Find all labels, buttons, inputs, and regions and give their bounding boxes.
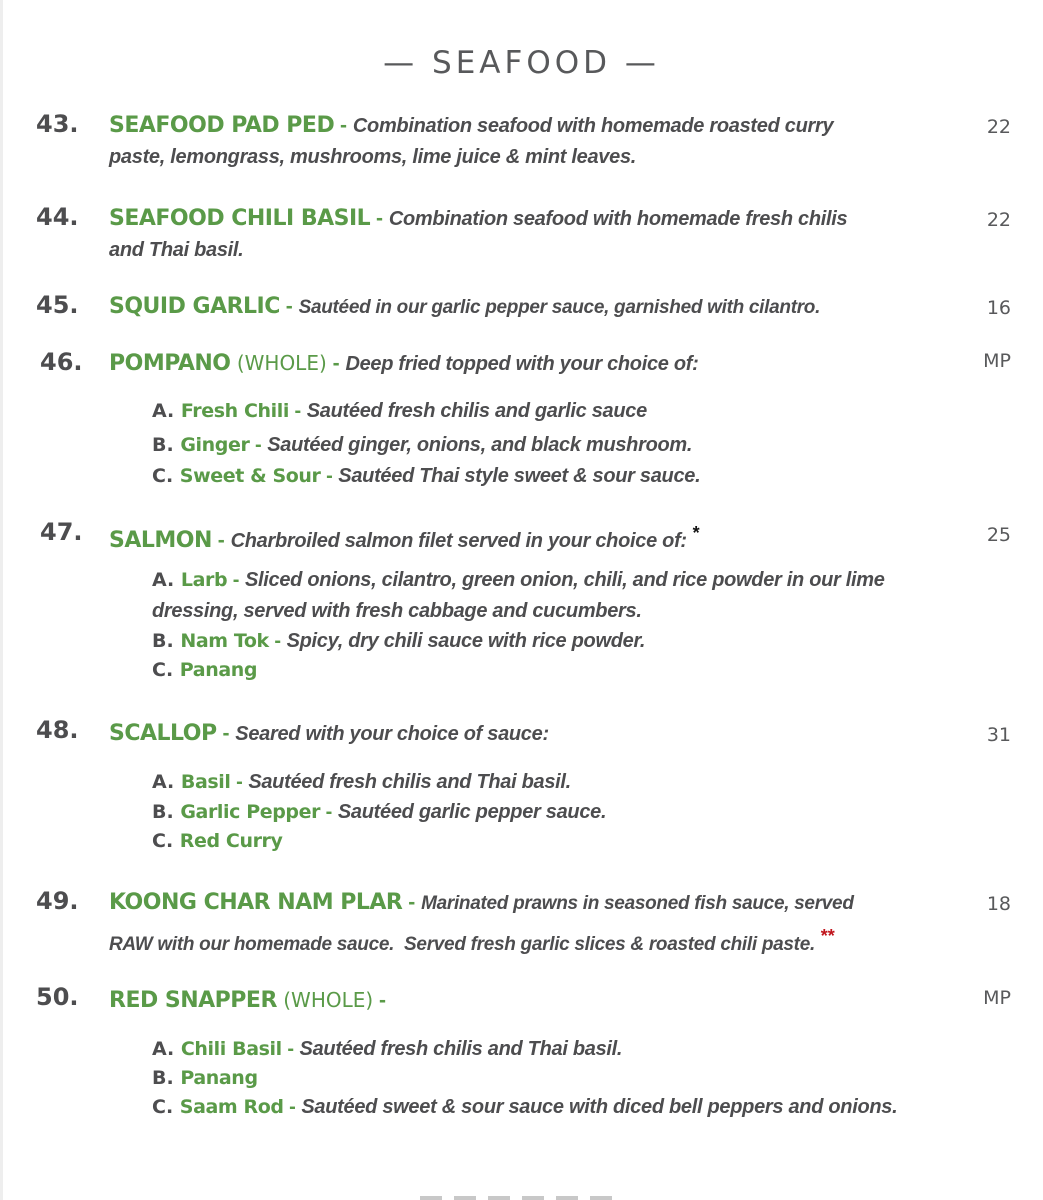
- option-a-cont: [152, 596, 992, 626]
- separator: -: [279, 295, 299, 318]
- footnote-mark: **: [820, 926, 835, 946]
- separator: -: [326, 352, 346, 375]
- separator: -: [281, 1038, 300, 1060]
- option-letter: C.: [152, 830, 180, 852]
- option-description: Sautéed ginger, onions, and black mushroom.: [267, 434, 693, 456]
- option-a: [152, 1034, 992, 1064]
- separator: -: [249, 434, 268, 456]
- item-number: 50.: [36, 983, 79, 1011]
- separator: -: [288, 400, 307, 422]
- option-name: Panang: [180, 1067, 258, 1089]
- option-letter: C.: [152, 465, 180, 487]
- option-letter: C.: [152, 1096, 180, 1118]
- item-price: MP: [983, 350, 1011, 372]
- option-b: [152, 1063, 992, 1093]
- item-description: Deep fried topped with your choice of:: [345, 353, 699, 375]
- item-name: SCALLOP: [109, 721, 217, 746]
- item-price: 22: [986, 209, 1011, 231]
- item-qualifier: (WHOLE): [276, 988, 374, 1012]
- item-number: 43.: [36, 110, 79, 138]
- option-description: Sautéed fresh chilis and Thai basil.: [299, 1038, 623, 1060]
- item-description: Charbroiled salmon filet served in your choice of:: [230, 530, 687, 552]
- item-description-cont: and Thai basil.: [109, 239, 244, 261]
- item-number: 45.: [36, 291, 79, 319]
- option-c: [152, 1092, 992, 1122]
- item-name: SQUID GARLIC: [109, 294, 280, 319]
- item-description: Marinated prawns in seasoned fish sauce, served: [421, 893, 854, 914]
- option-letter: A.: [152, 569, 181, 591]
- option-description-cont: dressing, served with fresh cabbage and cucumbers.: [152, 600, 642, 622]
- option-name: Basil: [180, 771, 231, 793]
- option-letter: B.: [152, 801, 181, 823]
- option-name: Panang: [179, 659, 258, 681]
- item-description-cont: paste, lemongrass, mushrooms, lime juice & mint leaves.: [109, 146, 637, 168]
- item-description: Combination seafood with homemade fresh chilis: [388, 208, 848, 230]
- option-description: Sautéed garlic pepper sauce.: [337, 801, 607, 823]
- item-qualifier: (WHOLE): [230, 351, 327, 375]
- option-name: Larb: [180, 569, 228, 591]
- separator: -: [334, 114, 353, 137]
- item-number: 49.: [36, 887, 79, 915]
- footnote-mark: *: [692, 523, 700, 543]
- next-section-heading-clipped: [420, 1188, 620, 1200]
- item-price: 31: [986, 724, 1011, 746]
- item-price: MP: [983, 987, 1011, 1009]
- option-letter: C.: [152, 659, 180, 681]
- section-heading: — SEAFOOD —: [383, 44, 660, 81]
- item-price: 16: [986, 297, 1011, 319]
- separator: -: [402, 891, 422, 914]
- item-name: SALMON: [109, 528, 212, 553]
- item-description: Seared with your choice of sauce:: [235, 723, 549, 745]
- separator: -: [216, 722, 236, 745]
- option-a: [152, 767, 992, 797]
- option-letter: A.: [152, 400, 181, 422]
- option-name: Chili Basil: [180, 1038, 282, 1060]
- option-c: [152, 655, 992, 685]
- option-letter: A.: [152, 1038, 181, 1060]
- separator: -: [227, 569, 245, 591]
- separator: -: [283, 1096, 302, 1118]
- item-description: Combination seafood with homemade roasted curry: [352, 115, 834, 137]
- separator: -: [230, 771, 249, 793]
- option-a: [152, 565, 992, 595]
- separator: -: [373, 989, 387, 1012]
- separator: -: [211, 529, 231, 552]
- option-name: Red Curry: [179, 830, 283, 852]
- item-number: 48.: [36, 716, 79, 744]
- option-letter: A.: [152, 771, 181, 793]
- option-name: Ginger: [180, 434, 250, 456]
- option-description: Sliced onions, cilantro, green onion, chili, and rice powder in our lime: [244, 569, 885, 591]
- item-number: 46.: [40, 348, 83, 376]
- option-name: Sweet & Sour: [179, 465, 321, 487]
- option-description: Spicy, dry chili sauce with rice powder.: [286, 630, 646, 652]
- separator: -: [320, 465, 339, 487]
- option-letter: B.: [152, 434, 181, 456]
- item-price: 22: [986, 116, 1011, 138]
- option-name: Garlic Pepper: [180, 801, 321, 823]
- separator: -: [320, 801, 338, 823]
- item-price: 18: [986, 893, 1011, 915]
- option-name: Nam Tok: [180, 630, 269, 652]
- option-description: Sautéed fresh chilis and garlic sauce: [306, 400, 647, 422]
- item-number: 47.: [40, 518, 83, 546]
- item-description: Sautéed in our garlic pepper sauce, garnished with cilantro.: [298, 297, 821, 318]
- option-a: [152, 396, 992, 426]
- option-letter: B.: [152, 630, 181, 652]
- option-letter: B.: [152, 1067, 181, 1089]
- option-description: Sautéed Thai style sweet & sour sauce.: [338, 465, 701, 487]
- option-description: Sautéed sweet & sour sauce with diced bell peppers and onions.: [301, 1096, 898, 1118]
- option-c: [152, 461, 992, 491]
- item-name: KOONG CHAR NAM PLAR: [109, 890, 403, 915]
- item-price: 25: [986, 524, 1011, 546]
- page-edge: [0, 0, 3, 1200]
- option-b: [152, 797, 992, 827]
- item-name: RED SNAPPER: [109, 988, 277, 1013]
- item-name: SEAFOOD CHILI BASIL: [109, 206, 371, 231]
- option-description: Sautéed fresh chilis and Thai basil.: [248, 771, 571, 793]
- item-name: SEAFOOD PAD PED: [109, 113, 335, 138]
- separator: -: [370, 207, 389, 230]
- option-name: Fresh Chili: [180, 400, 289, 422]
- option-b: [152, 430, 992, 460]
- option-c: [152, 826, 992, 856]
- item-number: 44.: [36, 203, 79, 231]
- item-description-cont: RAW with our homemade sauce. Served fresh garlic slices & roasted chili paste.: [109, 934, 815, 955]
- separator: -: [268, 630, 287, 652]
- option-b: [152, 626, 992, 656]
- option-name: Saam Rod: [179, 1096, 284, 1118]
- item-name: POMPANO: [109, 351, 231, 376]
